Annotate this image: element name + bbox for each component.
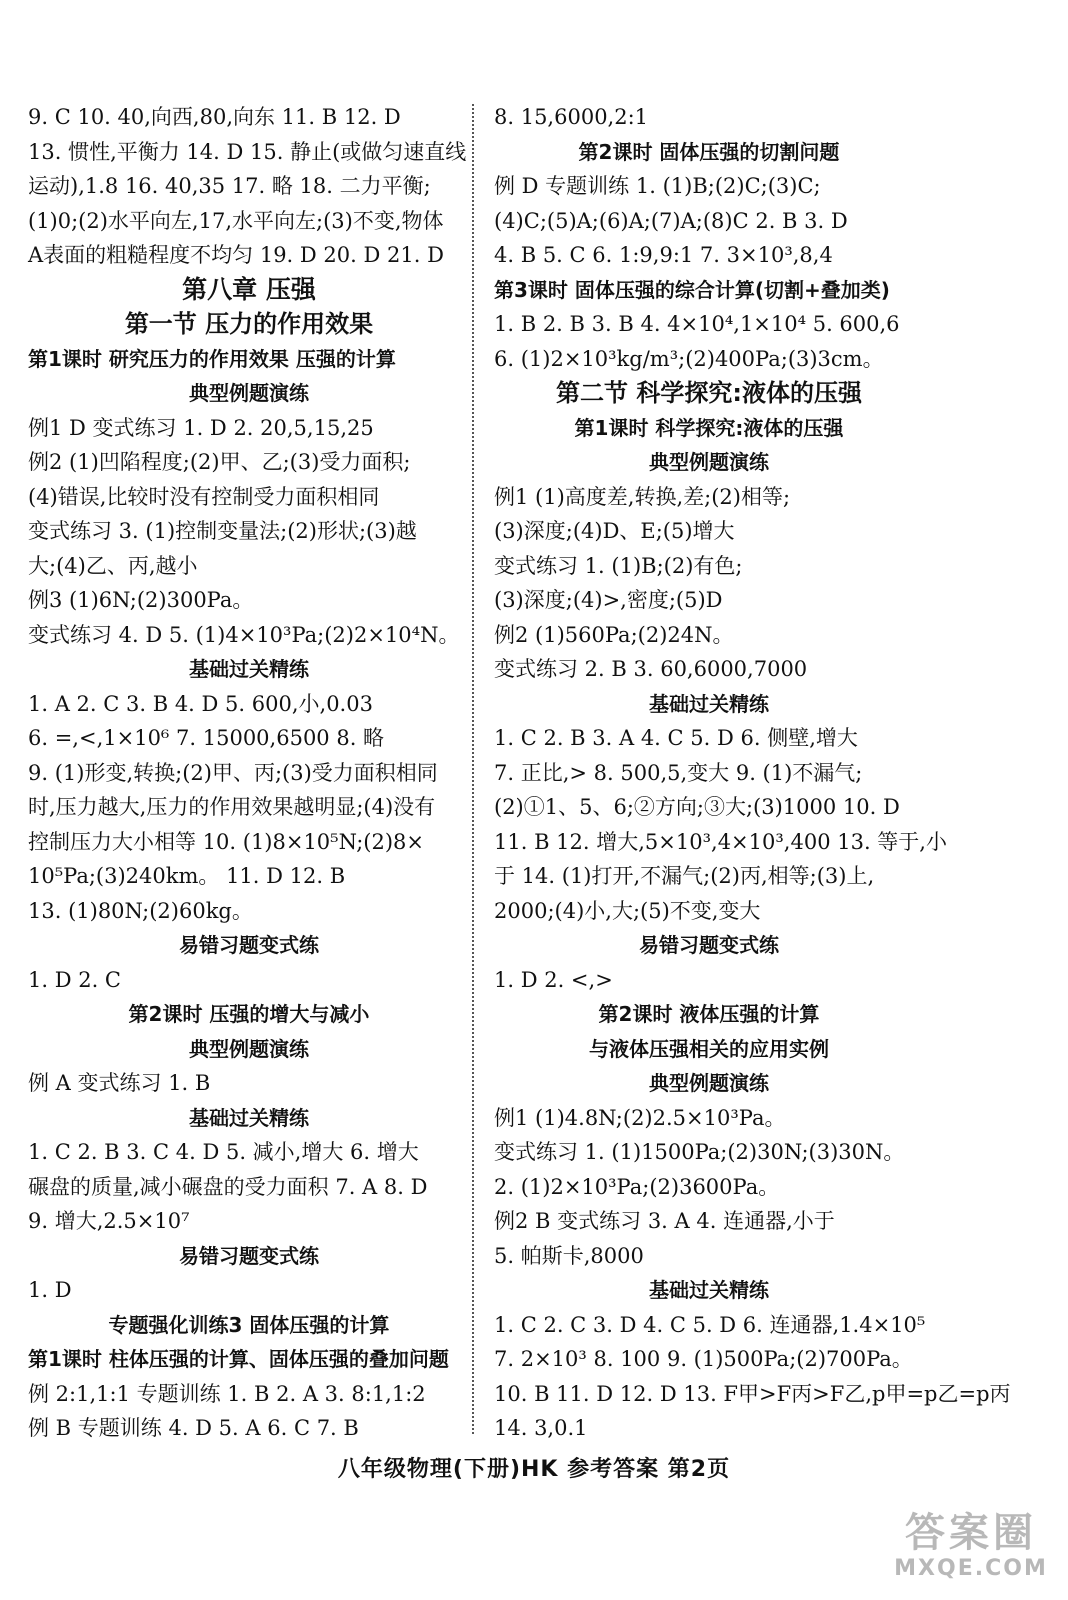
lesson-heading: 第2课时 液体压强的计算 [598,1002,820,1026]
answer-line: 例1 (1)高度差,转换,差;(2)相等; [494,484,791,509]
page-footer: 八年级物理(下册)HK 参考答案 第2页 [337,1457,731,1482]
subsection-heading: 典型例题演练 [189,1036,309,1061]
lesson-heading: 第2课时 固体压强的切割问题 [578,139,840,164]
answer-line: 例2 (1)560Pa;(2)24N。 [494,622,734,647]
lesson-heading: 第2课时 压强的增大与减小 [128,1002,370,1026]
topic-heading: 专题强化训练3 固体压强的计算 [108,1312,390,1337]
answer-line: 8. 15,6000,2:1 [494,105,649,129]
subsection-heading: 易错习题变式练 [639,933,779,957]
answer-line: 1. D [28,1278,72,1302]
answer-line: 变式练习 1. (1)B;(2)有色; [494,553,743,578]
answer-line: 例 B 专题训练 4. D 5. A 6. C 7. B [28,1416,359,1440]
answer-line: 4. B 5. C 6. 1:9,9:1 7. 3×10³,8,4 [494,243,833,267]
answer-line: 14. 3,0.1 [494,1416,588,1440]
answer-line: 13. (1)80N;(2)60kg。 [28,898,253,923]
answer-line: 9. (1)形变,转换;(2)甲、丙;(3)受力面积相同 [28,760,438,785]
answer-line: 6. (1)2×10³kg/m³;(2)400Pa;(3)3cm。 [494,346,884,371]
answer-line: 1. D 2. <,> [494,967,613,992]
answer-line: (1)0;(2)水平向左,17,水平向左;(3)不变,物体 [28,208,444,233]
watermark-en-text: MXQE.COM [894,1556,1048,1581]
column-divider [472,104,474,1434]
lesson-heading: 第1课时 科学探究:液体的压强 [574,415,844,440]
subsection-heading: 典型例题演练 [649,450,769,474]
answer-line: 大;(4)乙、丙,越小 [28,553,198,578]
answer-line: (4)C;(5)A;(6)A;(7)A;(8)C 2. B 3. D [494,208,848,233]
answer-line: 例3 (1)6N;(2)300Pa。 [28,588,254,612]
lesson-heading: 第3课时 固体压强的综合计算(切割+叠加类) [494,277,890,302]
subsection-heading: 典型例题演练 [649,1071,769,1095]
answer-line: (4)错误,比较时没有控制受力面积相同 [28,484,380,509]
answer-line: 变式练习 1. (1)1500Pa;(2)30N;(3)30N。 [494,1140,905,1164]
answer-line: 2. (1)2×10³Pa;(2)3600Pa。 [494,1174,780,1199]
section-heading: 第一节 压力的作用效果 [124,310,374,338]
subsection-heading: 基础过关精练 [649,1278,769,1302]
subsection-heading: 基础过关精练 [189,657,309,681]
answer-line: 10. B 11. D 12. D 13. F甲>F丙>F乙,p甲=p乙=p丙 [494,1381,1011,1406]
answer-line: 例1 (1)4.8N;(2)2.5×10³Pa。 [494,1105,786,1130]
answer-line: 11. B 12. 增大,5×10³,4×10³,400 13. 等于,小 [494,829,947,854]
watermark-cn-text: 答案圈 [905,1510,1037,1556]
answer-line: 10⁵Pa;(3)240km。 11. D 12. B [28,864,346,888]
answer-line: 变式练习 2. B 3. 60,6000,7000 [494,657,808,681]
lesson-heading: 第1课时 柱体压强的计算、固体压强的叠加问题 [28,1347,449,1371]
answer-line: 例1 D 变式练习 1. D 2. 20,5,15,25 [28,415,374,440]
answer-line: 9. 增大,2.5×10⁷ [28,1209,190,1233]
answer-line: 1. C 2. B 3. A 4. C 5. D 6. 侧壁,增大 [494,726,858,750]
answer-line: (2)①1、5、6;②方向;③大;(3)1000 10. D [494,795,900,819]
lesson-heading-continued: 与液体压强相关的应用实例 [589,1036,829,1061]
answer-line: 1. A 2. C 3. B 4. D 5. 600,小,0.03 [28,691,373,716]
subsection-heading: 基础过关精练 [189,1105,309,1130]
chapter-heading: 第八章 压强 [182,274,316,304]
subsection-heading: 易错习题变式练 [179,933,319,957]
answer-line: 例 2:1,1:1 专题训练 1. B 2. A 3. 8:1,1:2 [28,1381,426,1406]
subsection-heading: 基础过关精练 [649,691,769,716]
answer-line: 6. =,<,1×10⁶ 7. 15000,6500 8. 略 [28,726,385,750]
answer-line: 例 D 专题训练 1. (1)B;(2)C;(3)C; [494,174,821,198]
answer-line: 9. C 10. 40,向西,80,向东 11. B 12. D [28,105,401,129]
answer-line: 2000;(4)小,大;(5)不变,变大 [494,898,761,923]
answer-line: 7. 正比,> 8. 500,5,变大 9. (1)不漏气; [494,760,863,785]
answer-line: 13. 惯性,平衡力 14. D 15. 静止(或做匀速直线 [28,139,467,164]
answer-line: 碾盘的质量,减小碾盘的受力面积 7. A 8. D [28,1174,428,1199]
subsection-heading: 易错习题变式练 [179,1243,319,1268]
section-heading: 第二节 科学探究:液体的压强 [556,379,862,407]
answer-line: 时,压力越大,压力的作用效果越明显;(4)没有 [28,795,436,819]
answer-line: 7. 2×10³ 8. 100 9. (1)500Pa;(2)700Pa。 [494,1347,913,1371]
answer-line: 1. C 2. C 3. D 4. C 5. D 6. 连通器,1.4×10⁵ [494,1312,926,1337]
answer-line: A表面的粗糙程度不均匀 19. D 20. D 21. D [28,243,444,267]
watermark-logo [886,1510,1056,1590]
answer-line: 例2 B 变式练习 3. A 4. 连通器,小于 [494,1209,835,1233]
left-column [28,100,470,1446]
lesson-heading: 第1课时 研究压力的作用效果 压强的计算 [28,346,396,371]
answer-line: 变式练习 3. (1)控制变量法;(2)形状;(3)越 [28,519,417,543]
answer-line: 变式练习 4. D 5. (1)4×10³Pa;(2)2×10⁴N。 [28,622,460,647]
answer-line: 例 A 变式练习 1. B [28,1071,211,1095]
answer-line: 1. D 2. C [28,967,122,992]
subsection-heading: 典型例题演练 [189,381,309,405]
answer-line: 1. B 2. B 3. B 4. 4×10⁴,1×10⁴ 5. 600,6 [494,312,900,336]
answer-line: 控制压力大小相等 10. (1)8×10⁵N;(2)8× [28,829,424,854]
answer-line: 5. 帕斯卡,8000 [494,1243,644,1268]
answer-line: 运动),1.8 16. 40,35 17. 略 18. 二力平衡; [28,174,431,198]
answer-line: 于 14. (1)打开,不漏气;(2)丙,相等;(3)上, [494,864,875,888]
answer-line: 1. C 2. B 3. C 4. D 5. 减小,增大 6. 增大 [28,1140,419,1164]
right-column [494,100,1011,1446]
answer-line: (3)深度;(4)D、E;(5)增大 [494,519,735,543]
answer-line: 例2 (1)凹陷程度;(2)甲、乙;(3)受力面积; [28,450,411,474]
answer-line: (3)深度;(4)>,密度;(5)D [494,588,723,612]
